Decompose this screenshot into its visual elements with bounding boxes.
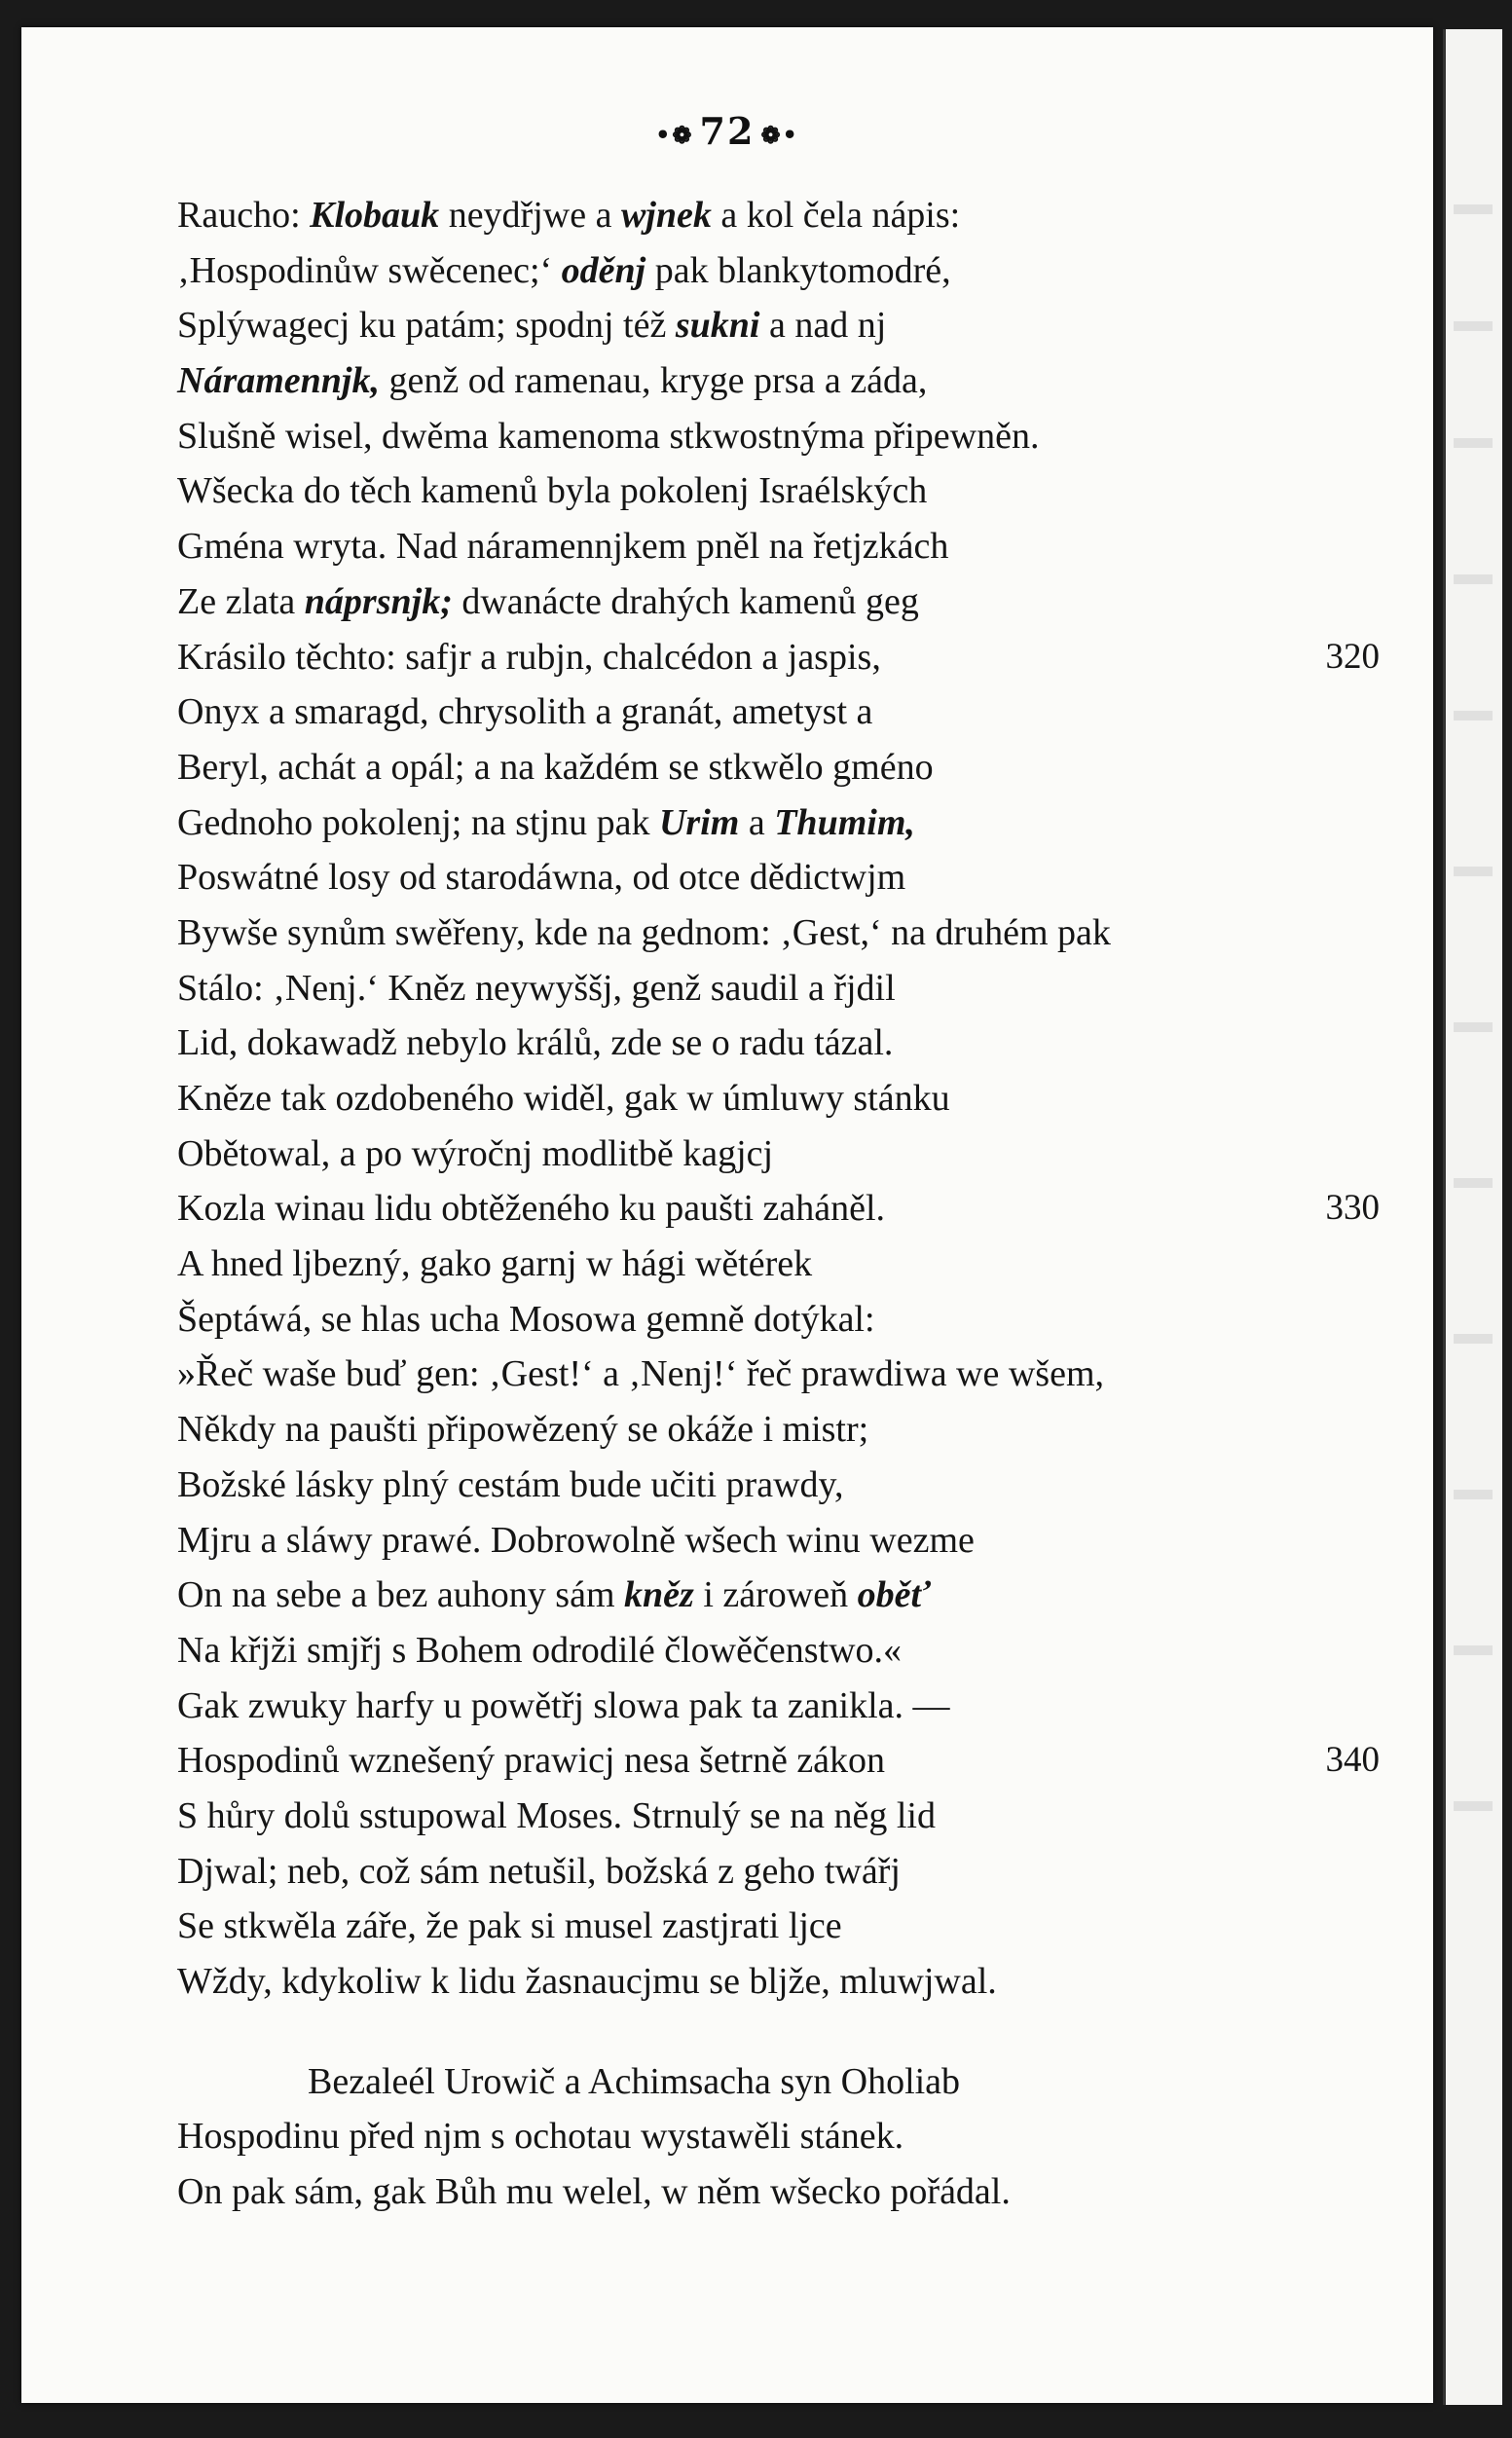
- verse-line: [177, 684, 1365, 740]
- facing-page-edge: [1443, 29, 1502, 2405]
- line-text: Krásilo těchto: safjr a rubjn, chalcédon a jaspis,: [177, 636, 881, 678]
- closing-line: [177, 2164, 1365, 2220]
- verse-line: [177, 1016, 1365, 1071]
- line-text: A hned ljbezný, gako garnj w hági wětérek: [177, 1243, 813, 1285]
- verse-line: [177, 1789, 1365, 1844]
- verse-line: [177, 1733, 1380, 1789]
- verse-line: [177, 1071, 1365, 1127]
- line-text: Slušně wisel, dwěma kamenoma stkwostnýma připewněn.: [177, 415, 1040, 457]
- italic-word: Klobauk: [310, 195, 440, 236]
- verse-line: [177, 1181, 1380, 1237]
- line-text: Splýwagecj ku patám; spodnj též: [177, 305, 676, 347]
- verse-line: [177, 463, 1365, 519]
- verse-line: [177, 850, 1365, 905]
- line-text: On na sebe a bez auhony sám: [177, 1574, 625, 1616]
- line-text: genž od ramenau, kryge prsa a záda,: [379, 360, 928, 402]
- line-number: 340: [1325, 1740, 1380, 1781]
- verse-line: [177, 1292, 1365, 1348]
- italic-word: sukni: [675, 305, 760, 347]
- ornament-right-icon: ❁•: [760, 121, 799, 149]
- line-text: Stálo: ‚Nenj.‘ Kněz neywyššj, genž saudil a řjdil: [177, 967, 896, 1009]
- verse-line: [177, 409, 1365, 464]
- line-text: dwanácte drahých kamenů geg: [452, 580, 919, 622]
- verse-block: [177, 188, 1380, 2220]
- line-text: Lid, dokawadž nebylo králů, zde se o radu tázal.: [177, 1022, 894, 1064]
- line-text: »Řeč waše buď gen: ‚Gest!‘ a ‚Nenj!‘ řeč prawdiwa we wšem,: [177, 1353, 1105, 1395]
- line-number: 330: [1325, 1188, 1380, 1229]
- line-text: S hůry dolů sstupowal Moses. Strnulý se na něg lid: [177, 1794, 936, 1836]
- verse-line: [177, 961, 1365, 1016]
- verse-line: [177, 574, 1365, 630]
- ornament-left-icon: •❁: [655, 121, 694, 149]
- page-header: [21, 109, 1433, 153]
- italic-word: oběť: [857, 1574, 931, 1616]
- verse-line: [177, 1347, 1365, 1402]
- line-text: Poswátné losy od starodáwna, od otce dědictwjm: [177, 857, 906, 899]
- verse-line: [177, 1402, 1365, 1458]
- italic-word: Thumim,: [774, 801, 915, 843]
- line-text: Mjru a sláwy prawé. Dobrowolně wšech winu wezme: [177, 1519, 975, 1561]
- verse-line: [177, 1844, 1365, 1900]
- verse-line: [177, 243, 1365, 299]
- line-text: Bezaleél Urowič a Achimsacha syn Oholiab: [308, 2060, 961, 2102]
- verse-line: [177, 1237, 1365, 1292]
- verse-line: [177, 1513, 1365, 1569]
- line-text: Onyx a smaragd, chrysolith a granát, ametyst a: [177, 691, 873, 733]
- verse-line: [177, 630, 1380, 685]
- line-text: On pak sám, gak Bůh mu welel, w něm wšecko pořádal.: [177, 2171, 1011, 2213]
- line-text: Wšecka do těch kamenů byla pokolenj Israélských: [177, 470, 928, 512]
- verse-line: [177, 353, 1365, 409]
- line-text: Obětowal, a po wýročnj modlitbě kagjcj: [177, 1132, 774, 1174]
- line-text: Kněze tak ozdobeného widěl, gak w úmluwy stánku: [177, 1078, 950, 1119]
- stanza-gap: [177, 2010, 1365, 2054]
- line-text: Gak zwuky harfy u powětřj slowa pak ta zanikla. —: [177, 1684, 950, 1726]
- verse-line: [177, 1954, 1365, 2010]
- book-page: [21, 27, 1433, 2403]
- verse-line: [177, 519, 1365, 574]
- italic-word: kněz: [624, 1574, 694, 1616]
- closing-line: [177, 2054, 1365, 2110]
- verse-line: [177, 1458, 1365, 1513]
- line-text: Hospodinu před njm s ochotau wystawěli stánek.: [177, 2116, 904, 2158]
- verse-line: [177, 1899, 1365, 1954]
- verse-line: [177, 1127, 1365, 1182]
- line-text: a nad nj: [759, 305, 887, 347]
- italic-word: Náramennjk,: [177, 360, 380, 402]
- verse-line: [177, 795, 1365, 851]
- line-text: Na křjži smjřj s Bohem odrodilé člowěčenstwo.«: [177, 1629, 903, 1671]
- italic-word: náprsnjk;: [304, 580, 453, 622]
- line-text: a kol čela nápis:: [711, 195, 961, 236]
- line-text: ‚Hospodinůw swěcenec;‘: [177, 249, 562, 291]
- verse-line: [177, 298, 1365, 353]
- closing-line: [177, 2109, 1365, 2164]
- line-text: a: [739, 801, 775, 843]
- line-text: Raucho:: [177, 195, 311, 236]
- verse-line: [177, 1679, 1365, 1734]
- italic-word: Urim: [658, 801, 740, 843]
- page-number: 72: [699, 109, 756, 153]
- line-text: Gednoho pokolenj; na stjnu pak: [177, 801, 659, 843]
- line-text: Hospodinů wznešený prawicj nesa šetrně zákon: [177, 1740, 886, 1782]
- line-text: Se stkwěla záře, že pak si musel zastjrati ljce: [177, 1905, 842, 1947]
- italic-word: wjnek: [620, 195, 712, 236]
- line-text: pak blankytomodré,: [645, 249, 951, 291]
- line-text: i zároweň: [693, 1574, 858, 1616]
- line-text: Božské lásky plný cestám bude učiti prawdy,: [177, 1463, 844, 1505]
- line-number: 320: [1325, 636, 1380, 677]
- line-text: Šeptáwá, se hlas ucha Mosowa gemně dotýkal:: [177, 1298, 875, 1340]
- line-text: Wždy, kdykoliw k lidu žasnaucjmu se bljže, mluwjwal.: [177, 1961, 997, 2002]
- verse-line: [177, 740, 1365, 795]
- line-text: Djwal; neb, což sám netušil, božská z geho twářj: [177, 1850, 901, 1892]
- line-text: Někdy na paušti připowězený se okáže i mistr;: [177, 1409, 869, 1451]
- verse-line: [177, 188, 1365, 243]
- line-text: Beryl, achát a opál; a na každém se stkwělo gméno: [177, 746, 934, 788]
- line-text: Ze zlata: [177, 580, 305, 622]
- line-text: neydřjwe a: [439, 195, 621, 236]
- verse-line: [177, 905, 1365, 961]
- line-text: Kozla winau lidu obtěženého ku paušti zaháněl.: [177, 1188, 886, 1230]
- verse-line: [177, 1623, 1365, 1679]
- italic-word: oděnj: [561, 249, 646, 291]
- line-text: Bywše synům swěřeny, kde na gednom: ‚Gest,‘ na druhém pak: [177, 911, 1111, 953]
- verse-line: [177, 1568, 1365, 1623]
- line-text: Gména wryta. Nad náramennjkem pněl na řetjzkách: [177, 526, 949, 568]
